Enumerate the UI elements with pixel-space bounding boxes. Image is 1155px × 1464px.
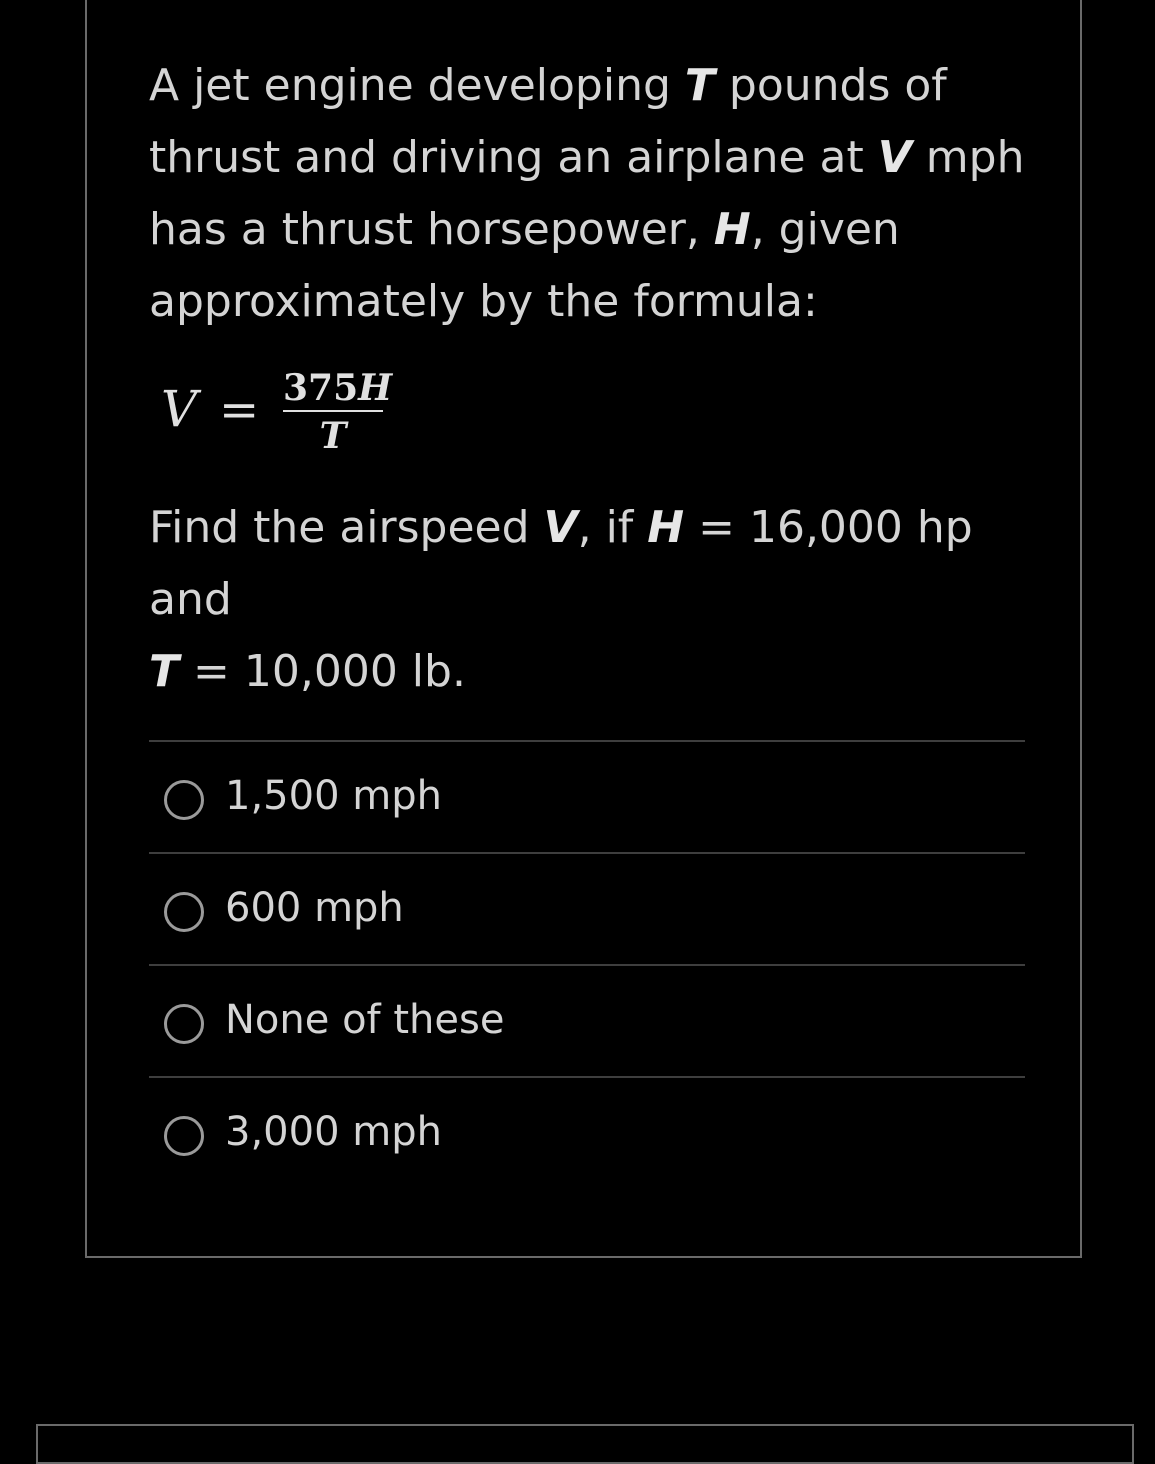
formula-equals: = bbox=[219, 382, 260, 438]
task-text-segment: , if bbox=[577, 502, 648, 553]
radio-button[interactable] bbox=[164, 1116, 204, 1156]
numerator-variable: H bbox=[358, 367, 393, 409]
question-text-segment: , given bbox=[750, 204, 900, 255]
question-text-segment: has a thrust horsepower, bbox=[149, 204, 714, 255]
formula-lhs: V bbox=[161, 380, 198, 438]
variable-H: H bbox=[647, 502, 685, 553]
answer-option-label[interactable]: None of these bbox=[225, 997, 505, 1043]
variable-H: H bbox=[713, 204, 751, 255]
task-text bbox=[149, 492, 1049, 708]
question-text-segment: pounds of bbox=[714, 60, 947, 111]
question-text bbox=[149, 50, 1029, 338]
formula-fraction bbox=[283, 367, 393, 457]
question-text-segment: approximately by the formula: bbox=[149, 276, 818, 327]
question-card bbox=[85, 0, 1082, 1258]
formula-numerator bbox=[283, 367, 393, 409]
question-text-segment: thrust and driving an airplane at bbox=[149, 132, 878, 183]
formula-denominator: T bbox=[319, 415, 347, 457]
answer-option-label[interactable]: 600 mph bbox=[225, 885, 404, 931]
fraction-bar bbox=[283, 410, 383, 412]
variable-V: V bbox=[543, 502, 578, 553]
next-question-card bbox=[36, 1424, 1134, 1464]
task-text-segment: = 10,000 lb. bbox=[179, 646, 466, 697]
answer-option[interactable] bbox=[149, 740, 1025, 852]
radio-button[interactable] bbox=[164, 892, 204, 932]
task-text-segment: Find the airspeed bbox=[149, 502, 544, 553]
answer-option[interactable] bbox=[149, 1076, 1025, 1188]
variable-V: V bbox=[877, 132, 912, 183]
question-text-segment: A jet engine developing bbox=[149, 60, 685, 111]
radio-button[interactable] bbox=[164, 1004, 204, 1044]
question-text-segment: mph bbox=[911, 132, 1025, 183]
answer-option-label[interactable]: 1,500 mph bbox=[225, 773, 442, 819]
numerator-number: 375 bbox=[283, 367, 359, 409]
variable-T: T bbox=[684, 60, 715, 111]
answer-option-label[interactable]: 3,000 mph bbox=[225, 1109, 442, 1155]
task-text-segment: = 16,000 hp and bbox=[149, 502, 973, 625]
variable-T: T bbox=[149, 646, 180, 697]
radio-button[interactable] bbox=[164, 780, 204, 820]
answer-option[interactable] bbox=[149, 964, 1025, 1076]
answer-option[interactable] bbox=[149, 852, 1025, 964]
answer-options bbox=[149, 740, 1025, 1188]
